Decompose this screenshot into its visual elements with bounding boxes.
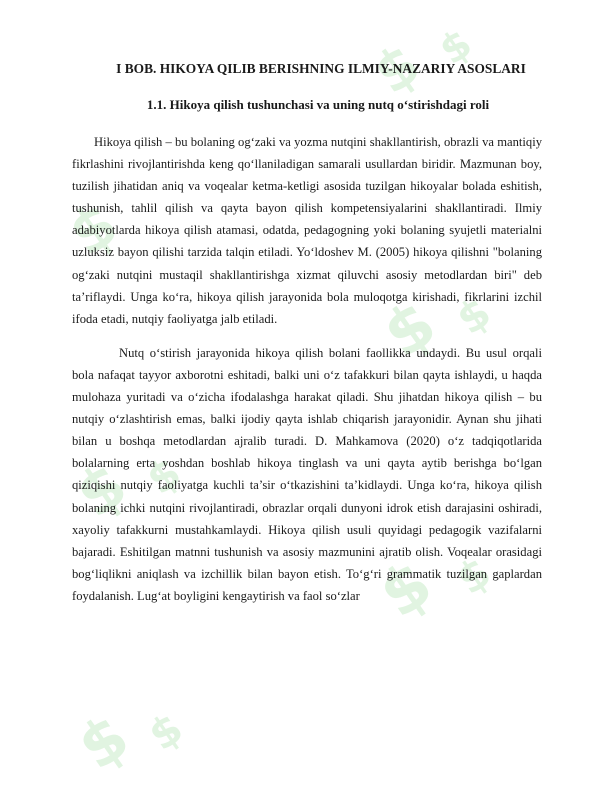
svg-text:$: $: [62, 447, 140, 533]
svg-text:$: $: [447, 287, 500, 345]
svg-text:$: $: [447, 547, 500, 605]
section-title: 1.1. Hikoya qilish tushunchasi va uning nutq o‘stirishdagi roli: [146, 97, 490, 112]
svg-text:$: $: [56, 188, 131, 271]
svg-text:$: $: [139, 703, 192, 761]
paragraph-1: Hikoya qilish – bu bolaning og‘zaki va yozma nutqini shakllantirish, obrazli va mantiqiy fikrlashini rivojlantirishda keng qo‘llaniladigan samarali usullardan biridir. Mazmunan boy, tuzilish jihatidan aniq va voqealar ketma-ketligi asosida tuzilgan hikoyalar bolada eshitish, tushunish, tahlil qilish va qayta bayon qilish kompetensiyalarini shakllantiradi. Ilmiy adabiyotlarda hikoya qilish atamasi, odatda, pedagogning yoki bolaning syujetli materialni uzluksiz bayon qilishi tarzida talqin etiladi. Yo‘ldoshev M. (2005) hikoya qilishni "bolaning og‘zaki nutqini mustaqil shakllantirishga xizmat qiluvchi asosiy metodlardan biri" deb ta’riflaydi. Unga ko‘ra, hikoya qilish jarayonida bola muloqotga kirishadi, fikrlarini izchil ifoda etadi, nutqiy faoliyatga jalb etiladi.: [72, 135, 542, 326]
svg-text:$: $: [137, 447, 190, 505]
svg-text:$: $: [366, 546, 446, 634]
svg-text:$: $: [431, 20, 481, 75]
dollar-sign-watermark-icon: [65, 700, 142, 785]
document-body: [72, 60, 542, 607]
dollar-sign-watermark-icon: [140, 703, 192, 760]
chapter-title: I BOB. HIKOYA QILIB BERISHNING ILMIY-NAZARIY ASOSLARI: [116, 61, 526, 76]
svg-text:$: $: [370, 286, 450, 374]
svg-text:$: $: [64, 699, 142, 785]
svg-text:$: $: [362, 31, 432, 108]
paragraph-2: Nutq o‘stirish jarayonida hikoya qilish bolani faollikka undaydi. Bu usul orqali bola nafaqat tayyor axborotni eshitadi, balki uni o‘z tafakkuri bilan qayta ishlaydi, u haqda mulohaza yuritadi va o‘zicha ifodalashga harakat qiladi. Shu jihatdan hikoya qilish – bu nutqiy o‘zlashtirish emas, balki ijodiy qayta ishlab chiqarish jarayonidir. Aynan shu jihati bilan u boshqa metodlardan ajralib turadi. D. Mahkamova (2020) o‘z tadqiqotlarida bolalarning erta yoshdan boshlab hikoya tinglash va uni qayta aytib berishga bo‘lgan qiziqishi nutqiy faoliyatga kuchli ta’sir o‘tkazishini ta’kidlaydi. Unga ko‘ra, hikoya qilish bolaning ichki nutqini rivojlantiradi, obrazlar orqali dunyoni idrok etish darajasini oshiradi, xayoliy tafakkurni mustahkamlaydi. Hikoya qilish usuli quyidagi pedagogik vazifalarni bajaradi. Eshitilgan matnni tushunish va asosiy mazmunini ajratib olish. Voqealar orasidagi bog‘liqlikni aniqlash va izchillik bilan bayon etish. To‘g‘ri grammatik tuzilgan gaplardan foydalanish. Lug‘at boyligini kengaytirish va faol so‘zlar: [72, 345, 542, 603]
